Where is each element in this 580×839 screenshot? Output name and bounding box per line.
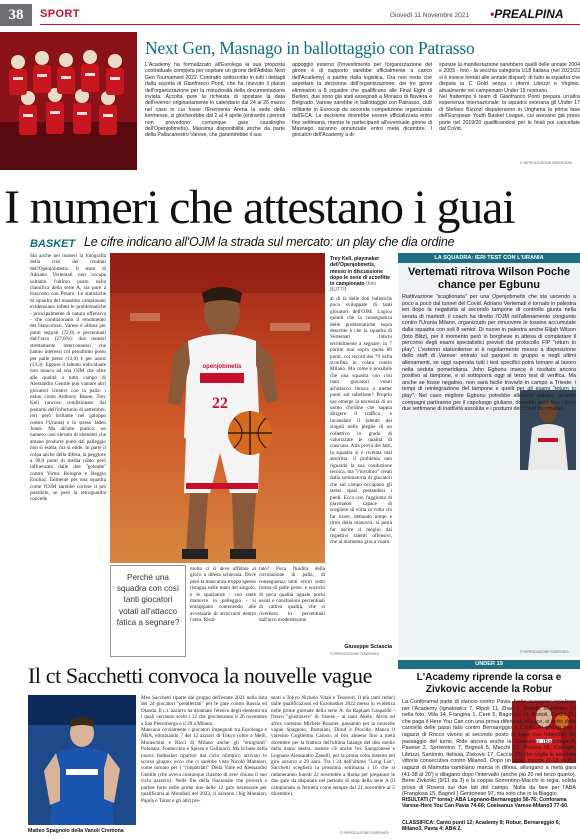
spagnolo-photo-graphic bbox=[28, 695, 136, 825]
page-number: 38 bbox=[8, 7, 24, 23]
academy-team-photo bbox=[0, 32, 137, 170]
photo-caption-text: Trey Kell, playmaker dell'Openjobmetis, messo in discussione dopo le serie di sconfitte in campionato bbox=[330, 256, 391, 288]
team-photo-graphic bbox=[0, 32, 137, 170]
article3-credit: © RIPRODUZIONE RISERVATA bbox=[340, 831, 389, 835]
photo-caption-credit: (foto BUTTI) bbox=[330, 281, 377, 294]
spagnolo-photo bbox=[28, 695, 136, 825]
sidebar2-title: L'Academy riprende la corsa e Zivkovic accende la Robur bbox=[416, 672, 562, 695]
spagnolo-caption: Matteo Spagnolo della Vanoli Cremona bbox=[28, 828, 124, 834]
main-subheadline: Le cifre indicano all'OJM la strada sul mercato: un play che dia ordine bbox=[84, 235, 455, 249]
sidebar1-title: Vertemati ritrova Wilson Poche chance per Egbunu bbox=[408, 266, 570, 291]
main-col2b: tato? Poca fluidità della circolazione di palla, di conseguenza tanti errori sotto forma di palle perse, e scarichi di poca qualità uguale pochi assist e conclusioni percentuali di cattiva qualità, che si riverbera in percentuali dall'arco modestissime bbox=[259, 566, 325, 624]
header-date: Giovedì 11 Novembre 2021 bbox=[390, 12, 470, 19]
pullquote: Perché una squadra con così tanti giocatori votati all'attacco fatica a segnare? bbox=[116, 573, 180, 627]
photo-caption bbox=[330, 256, 392, 294]
main-byline: Giuseppe Sciascia bbox=[344, 644, 392, 650]
article3-col1: Meo Sacchetti riparte dal gruppo dell'estate 2021 nella lista dei 24 giocatori "preallertati" per le gare contro Russia ed Olanda. Il c.t. azzurro ha diramato l'elenco degli elementi tra i quali verranno scelti i 12 che giocheranno il 26 novembre a San Pietroburgo e il 29 a Milano. Mancano ovviamente i giocatori impegnati tra Euroleaga e NBA, eliminando 7 dei 12 azzurri di Tokyo (oltre a Melli, Moraschini e Ricci di Milano anche gli "emigranti" Polonara, Fontecchio e Spissu e Gallinari). Ma la base della nuova Italbasket ripartire dal ciclo olimpico arrivato lo scorso giugno: ecco che ci sarebbe vista Nicolò Mannion, come tornato per i "rimpatriati" Della Valle ed Alessandro Gentile (che aveva comunque chiarito di aver chiuso il suo ciclo azzurro). Nelle file della Nazionale che proverà a partire forte nelle prime due delle 12 gare necessarie per qualificarsi ai Mondiali del 2023, ci saranno i big Mannion, Pajola e Tonut e gli altri pre- bbox=[141, 695, 267, 804]
main-credit: © RIPRODUZIONE RISERVATA bbox=[330, 652, 379, 656]
page-header bbox=[0, 0, 580, 32]
article1-col3: sputare la manifestazione sarebbero quelli delle annate 2004 e 2005 - foto - la vecchia categoria U18 italiana (nel 2021/22 si è invece tornati alle annate dispari): di tutto la squadra che disputa la C Gold senza i ritorni Librizzi e Virginio, attualmente nel campionato Under 19 nostrano. Nel frattempo il team di Gianfranco Ponti prepara un'altra esperienza internazionale: la squadra veterana gli Under 17 di Stefano Bizzozi disputeranno in Ungheria la prima fase dell'European Youth Basket League, cui avevano già preso parte nel 2019/20 qualificandosi per le finali poi cancellate dal Covid. bbox=[439, 62, 580, 133]
article1-col1: L'Academy ha formalizzato all'Eurolega la sua proposta contrattuale completa per ospitare un girone dell'Adidas Next Gen Tournament 2022. Contratto sottoscritto in tutti i dettagli dalla società di Gianfranco Ponti, che ha ricevuto il placet dell'organizzazione per la minuziosità della documentazione inviata. Accolta pure la richiesta di spostare la data dell'evento: originariamente in calendario dal 24 al 26 marzo nel caso in cui fosse l'Enerxenia Arena la sede della kermesse, si giocherebbe dal 2 al 4 aprile (entrambi i periodi non prevedono comunque gare casalinghe dell'Openjobmetis). Massima disponibilità anche da parte della Pallacanestro Varese, che garantirebbe il suo bbox=[145, 62, 285, 139]
article3-title: Il ct Sacchetti convoca la nouvelle vague bbox=[28, 663, 373, 688]
brand-dot-icon: • bbox=[490, 7, 495, 21]
sidebar2-results: RISULTATI (7ª torna): ABA Legnano-Bernareggio 56-76; Conforama Varese-Here You Can Pavia 74-66; Coelsanus Varese-Milano3 77-60. bbox=[402, 797, 569, 810]
main-kicker: BASKET bbox=[30, 238, 76, 250]
article3-col2: senti a Tokyo Nicholo Vitali e Tessitori. Il più tanti reduci dalle qualificazioni ed Eurobasket 2022 messi in evidenza nelle prime giornate della serie A: da Raphael Gaspardo - fresco "giustiziere" di Varese - ai tanti Akele, Alviti ed all'ex varesino Michele Ruzzier, passando per la nouvelle vague Spagnolo, Bortolani, Diouf e Procida. Manca il varesino Guglielmo Caruso, al box almeno fino a metà dicembre per la frattura dell'ultima falange del dito medio della mano destra, mentre c'è anche l'ex Sanigronese e Legnano Alessandro Zanelli, per la prima volta inserito nel giro azzurro a 29 anni. Tra i 24 dell'ultimo "Long List", Sacchetti sceglierà la prossima settimana i 16 che si raduneranno lunedì 22 novembre a Roma per preparare le due gare da disputare nel periodo di stop della serie A (il campionato si fermerà come sempre dal 21 novembre al 5 dicembre). bbox=[271, 695, 395, 798]
sidebar1-label: LA SQUADRA: IERI TEST CON L'URANIA bbox=[434, 255, 544, 261]
sidebar2-body: La Conforamat parte di slancio contro Pavia. Netto successo casalingo per l'Academy (Ignatowicz 7, Ripoli 11, Zhao 2, Bottelli, Marchiaro 17 nella foto, Villa 14, Frangina 1, Cerè 5, Bagovski 16, Bortoli, Curtini 21) che paga il Here You Can con una prova difensiva efficace, al netto della cancella delle passi falsi contro Bernareggio e Cantù. Al giro di boa i ragazzi di Rocco vivono al secondo posto in linea con l'obiettivo del passaggio del turno. Ride ancora anche la Coelsanus (Bacchega 4, Pavese 2, Sorrentino 7, Brignoli 5, Macchi 12, Rovera 15, Carreghi, Librizzi, Santonio, Itelissa, Zivkovic 17, Caccia 15) che coglie la seconda vittoria consecutiva contro Milano3. Dopo un avvio incerto (9-18 al 7') i ragazzi di Mamotta cambiano marcia in difesa, allungano a metà gara (41-38 al 20') e dilagano dopo l'intervallo (anche più 20 nel terzo quarto). Bene Zivkovic (9/11 da 3) e la coppia Sorrentino-Macchi in regia, solida prova di Rovera sui due lati del campo. Nulla da fare per l'ABA (Frangiosa 15, Bagnol ) Gentonese 97, ma solo che in la Biaggio. bbox=[402, 699, 576, 796]
jersey-sponsor: openjobmetis bbox=[202, 364, 242, 370]
header-rule bbox=[40, 24, 580, 25]
article1-col2: appoggio esterno (l'investimento per l'organizzazione del girone è di supporto sarebbe ufficialmente a carico dell'Academy) a partire dalla logistica. Ora non resta che aspettare la decisione dell'organizzazione: dei tre gironi eliminatori a 8 squadre che qualificano alle Final Eight di Berlino, due sono già stati assegnati a Monaco di Baviera e Belgrado. Varese sarebbe in ballottaggio con Patrasso, club militante in Eurocup da seconda competizione organizzata dall'ECA. La decisione dovrebbe essere ufficializzata entro fine settimana, mentre le partecipanti all'eventuale girone di Masnago saranno annunciate entro metà dicembre. I giocatori dell'Academy a di- bbox=[292, 62, 432, 139]
section-label: SPORT bbox=[40, 8, 80, 20]
main-col1: Sta anche nei numeri la fotografia della crisi dei risultati dell'Openjobmetis. Il team di Adriano Vertemati non occupa soltanto l'ultimo posto nella classifica della serie A, sia pure a braccetto con Pesaro. Le statistiche di squadra del massimo campionato evidenziano infatti le problematiche - principalmente di natura offensiva - che condizionano il rendimento dei biancorossi. Varese è ultima per punti segnati (72,0) e percentuali dal-l'arco (27,6%): due numeri strettamente interconnessi che hanno interessi col penultimo posto per palle perse (13,9) e per assist (13,3). Eppure il talento individuale non manca ad una OJM che oltre alle qualità a tutto campo di Alessandro Gentile può vantare altri giocatori creativi con la palla: i mano come Anthony Beane, Trey Kell (ancora condizionato dai postumi dell'infortunio di settembre, ieri però brillante nel galoppo contro l'Urania) e lo stesso Jaden Jones. Ma all'atto pratico, un numero così elevato di elementi che amano produrre punti dal palleggio non si esalta, ma si elide. In parte il colpa anche della difesa, la peggiore a 90,0 punti di media (dato però influenzato dalle due "goleade" contro Virtus Bologna e Reggio Emilia). Talmente per una squadra come l'OJM sarebbe correre il più possibile, se però la retroguardia concede bbox=[30, 253, 106, 503]
jersey-number: 22 bbox=[212, 395, 228, 412]
main-col2a: molto ci si deve affidare al gioco a difesa schierata. Dove però la mancanza troppo spesso ristagna nelle mani del singolo, e le spaziature - con tante manovre in palleggio - si entrappano contenendo alle avversarie di arroccarsi dentro l'area. Risul- bbox=[190, 566, 256, 624]
sidebar1-credit: © RIPRODUZIONE RISERVATA bbox=[520, 650, 569, 654]
sidebar2-label: UNDER 19 bbox=[475, 661, 503, 667]
sidebar2-standings: CLASSIFICA: Cantù punti 12; Academy 8; Robur, Bernareggio 6; Milano3, Pavia 4; ABA 2. bbox=[402, 820, 561, 833]
header-brand: •PREALPINA bbox=[490, 7, 564, 21]
article1-title: Next Gen, Masnago in ballottaggio con Patrasso bbox=[145, 38, 475, 58]
main-player-photo bbox=[110, 253, 325, 563]
sidebar1-body: Riattivazione "scaglionata" per una Openjobmetis che sta uscendo a poco a poco dal tunnel del Covid. Adriano Vertemati è tornato in palestra ieri dopo la negatività al secondo tampone di controllo giunta nella serata di martedì: il coach ha diretto l'OJM nell'allenamento congiunto contro l'Urania Milano, organizzato per rimuovere le tossine accumulate dalla squadra con soli 8 senior. Di nuovo in palestra anche Elijah Wilson (foto Blitz), per il momento però in borghese in attesa di completare il percorso degli esami specialistici previsti dal protocollo FIP "return to play". L'esterno statunitense si è regolarmente messo a disposizione dello staff di Varese: entrato sul parquet in gruppo e negli ultimi allenamenti, se oggi superata tutti i test specifici potrà tornare al lavoro nella seduta pomeridiana. John Egbunu invece è risultato ancora positivo al tampone, e si sottoporrà oggi al terzo test di verifica. Ma anche se fosse negativo, non sarà facile trovarlo in campo a Trieste: i tempi di reintegrazione del tampone e quelli per gli esami "return to play". Nel caso migliore Egbunu potrebbe allenarsi sabato, quando compagni partiranno per il capoluogo giuliano, dovendo però fare i conti due settimane di inattività assoluta e i postumi del Covid da smaltire. bbox=[402, 294, 576, 413]
main-col3: al di là delle doti balistiche poco sviluppate di tanti giocatori dell'OJM. Logico quindi che la conseguenza delle problematiche sopra descritte è che la squadra di Vertemati fatichi terribilmente a segnare: in 7 partite mai sopra quota 80 punti, col record dei 79 nella sconfitta in volata contro Milano. Ma come è possibile che una squadra con così tanti giocatori votati all'attacco finisca a metter punti sul tabellone? Proprio qui emerge la necessità di un uomo d'ordine che sappia dirigere il traffico, e incanalare il talento dei singoli nelle pieghe di un collettivo in grado di valorizzare le qualità di ciascuno. Alla prova dei fatti, la squadra si è rivelata mal assortita: il problema non riguarda la sua conduzione tecnica, ma "l'involtuo" creati dalla sommatoria di giocatori che sul campo occupano gli stessi spazi pestandosi i piedi. Ecco con l'aggiunta di playmaker capace di scegliere di volta in volta chi far tirare, dettando tempi e ritmi della manovra, si potrà far uscire il meglio dai rispettivi talenti offensivi, che al momento gira a vuoto. bbox=[330, 296, 392, 546]
main-headline: I numeri che attestano i guai bbox=[4, 181, 515, 234]
article1-credit: © RIPRODUZIONE RISERVATA bbox=[520, 161, 572, 165]
